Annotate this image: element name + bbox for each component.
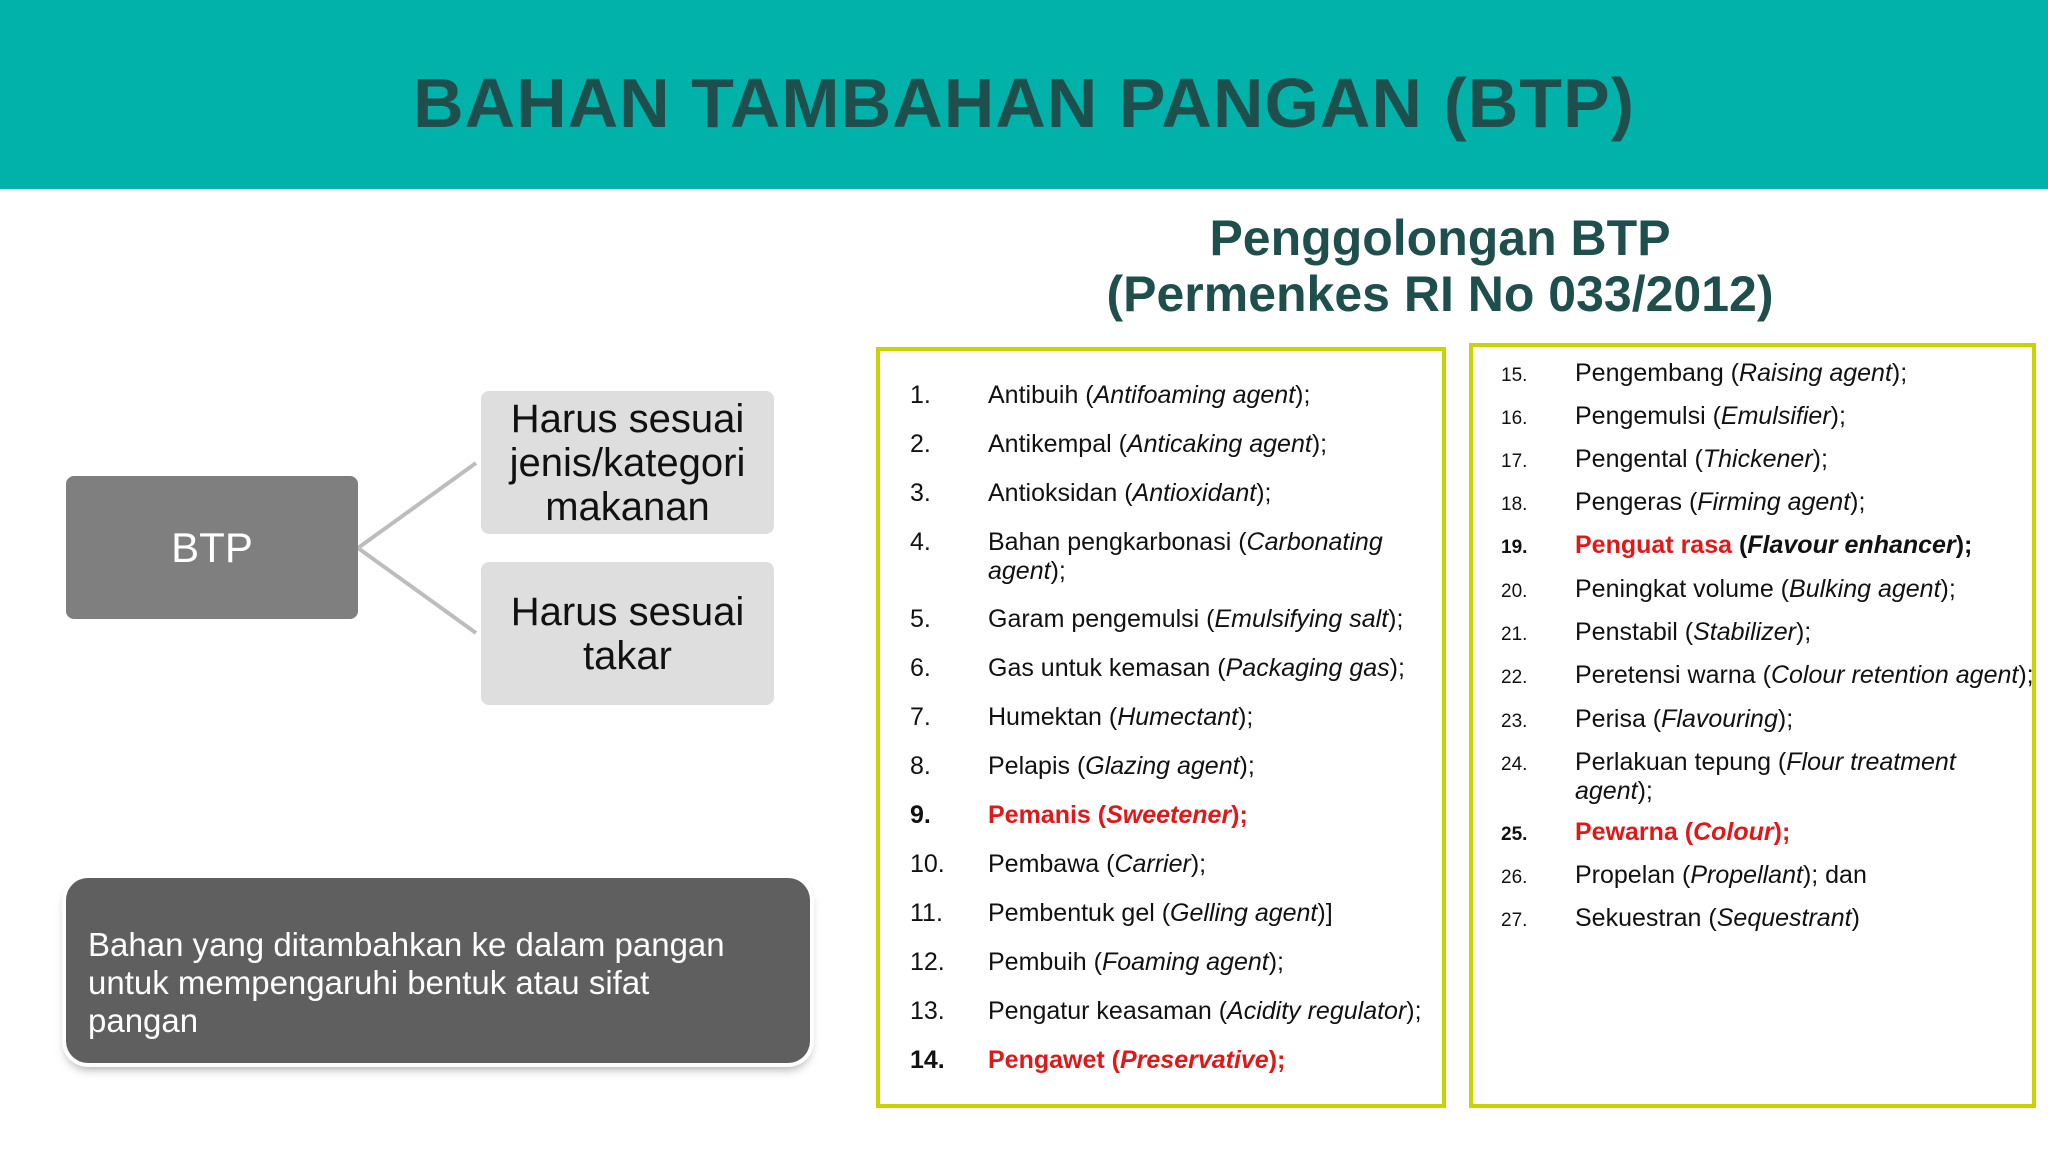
list-item-name: Pengatur keasaman ( [988,997,1228,1025]
list-item-name: Pengeras ( [1575,488,1698,516]
list-item-text [988,899,1458,928]
list-item-name: Penstabil ( [1575,618,1694,646]
list-item-end: )] [1317,899,1333,927]
list-item-text [988,703,1458,732]
list-item-english: Antifoaming agent [1093,381,1296,409]
list-item-end: ); [1050,557,1066,585]
list-item-number: 11. [910,899,943,927]
list-item-english: Emulsifier [1720,402,1831,430]
list-item-english: Carbonating [1246,528,1383,556]
list-item-end: ); [1268,948,1285,976]
list-item-number: 20. [1501,581,1528,602]
list-item-name: Pengemulsi ( [1575,402,1721,430]
list-item-number: 7. [910,703,931,731]
list-item-number: 23. [1501,711,1528,732]
classification-list-left [876,347,1446,1108]
list-item-english: Humectant [1117,703,1239,731]
list-item-english: Preservative [1119,1046,1269,1074]
list-item-text [1575,402,2048,431]
list-item-number: 27. [1501,910,1528,931]
list-item-english: Glazing agent [1085,752,1240,780]
list-item-end: ); [1955,531,1973,559]
list-item-end: ); dan [1802,861,1867,889]
list-item-number: 25. [1501,824,1528,845]
list-item-end: ); [1388,605,1404,633]
list-item-number: 21. [1501,624,1528,645]
list-item-name: Gas untuk kemasan ( [988,654,1226,682]
list-item-text [988,479,1458,508]
list-item-english: Stabilizer [1693,618,1796,646]
list-item-number: 24. [1501,754,1528,775]
list-item-text [988,605,1458,634]
list-item-number: 4. [910,528,931,556]
list-item-english: Thickener [1702,445,1813,473]
list-item-english: Packaging gas [1225,654,1390,682]
list-item-end: ); [1238,703,1254,731]
list-item-text [1575,705,2048,734]
definition-line: untuk mempengaruhi bentuk atau sifat [88,964,650,1001]
list-item-english: Colour retention agent [1770,661,2019,689]
list-item-number: 5. [910,605,931,633]
list-item-number: 1. [910,381,931,409]
list-item-text [988,801,1458,830]
list-item-number: 10. [910,850,945,878]
list-item-number: 3. [910,479,931,507]
list-item-english: Carrier [1114,850,1191,878]
definition-line: pangan [88,1002,199,1039]
list-item-text [988,381,1458,410]
rule-dose-node [481,562,774,705]
list-item-name: Propelan ( [1575,861,1691,889]
list-item-text [1575,359,2048,388]
list-item-name: Pewarna ( [1575,818,1694,846]
list-item-end: ); [1190,850,1207,878]
list-item-name: Pengembang ( [1575,359,1740,387]
rule-category-line: jenis/kategori [509,440,746,485]
list-item-text [1575,618,2048,647]
rule-category-line: makanan [545,484,710,529]
list-item-text [1575,575,2048,604]
list-item-name: Pengawet ( [988,1046,1120,1074]
rule-dose-line: Harus sesuai [510,589,745,634]
list-item-english: Firming agent [1697,488,1851,516]
list-item-text [1575,904,2048,933]
list-item-number: 19. [1501,537,1528,558]
list-item-name: Pembentuk gel ( [988,899,1171,927]
list-item-end: ); [1940,575,1956,603]
list-item-end: ); [1231,801,1248,829]
list-item-english: Sweetener [1106,801,1232,829]
list-item-english-cont: agent [988,557,1051,585]
list-item-text [1575,445,2048,474]
list-item-english-cont: agent [1575,777,1638,805]
list-item-number: 13. [910,997,945,1025]
list-item-text [988,752,1458,781]
list-item-name: Humektan ( [988,703,1118,731]
list-item-english: Antioxidant [1132,479,1257,507]
list-item-text [988,430,1458,459]
list-item-end: ); [1773,818,1791,846]
list-item-number: 26. [1501,867,1528,888]
list-item-end: ); [1389,654,1405,682]
list-item-name: Antikempal ( [988,430,1127,458]
list-item-english: Raising agent [1739,359,1892,387]
rule-category-node [481,391,774,534]
list-item-name: Peningkat volume ( [1575,575,1790,603]
list-item-end: ); [1268,1046,1286,1074]
list-item-end: ); [1795,618,1812,646]
list-item-english: Colour [1693,818,1774,846]
list-item-english: Acidity regulator [1227,997,1407,1025]
list-item-end: ); [1812,445,1828,473]
list-item-text [1575,748,2048,806]
list-item-name: Perisa ( [1575,705,1662,733]
list-item-text [988,997,1458,1026]
list-item-text [988,528,1458,586]
list-item-english: Propellant [1690,861,1803,889]
list-item-name: Pengental ( [1575,445,1703,473]
list-item-end: ); [1830,402,1846,430]
list-item-name: Antioksidan ( [988,479,1133,507]
list-item-text [1575,661,2048,690]
list-item-text [988,850,1458,879]
connector-line-bottom [358,548,476,633]
list-item-end: ); [1891,359,1908,387]
list-item-end: ); [1311,430,1328,458]
page-title: BAHAN TAMBAHAN PANGAN (BTP) [412,63,1636,142]
list-item-english: Bulking agent [1789,575,1941,603]
connector-line-top [358,463,476,548]
list-item-end: ); [1637,777,1653,805]
list-item-number: 14. [910,1046,945,1074]
list-item-number: 18. [1501,494,1528,515]
list-item-number: 8. [910,752,931,780]
list-item-end: ) [1851,904,1860,932]
list-item-name: Peretensi warna ( [1575,661,1771,689]
list-item-english: Flour treatment [1786,748,1956,776]
definition-box [66,878,810,1063]
list-item-number: 17. [1501,451,1528,472]
list-item-text [988,948,1458,977]
list-item-name: Pemanis ( [988,801,1107,829]
list-item-english: Emulsifying salt [1214,605,1389,633]
list-item-name: Penguat rasa ( [1575,531,1748,559]
list-item-number: 15. [1501,365,1528,386]
list-item-text [988,654,1458,683]
list-item-name: Perlakuan tepung ( [1575,748,1787,776]
list-item-end: ); [1777,705,1794,733]
list-item-english: Gelling agent [1170,899,1318,927]
definition-line: Bahan yang ditambahkan ke dalam pangan [88,926,725,963]
list-item-number: 22. [1501,667,1528,688]
list-item-english: Sequestrant [1716,904,1852,932]
list-item-name: Garam pengemulsi ( [988,605,1215,633]
list-item-end: ); [2018,661,2034,689]
classification-list-right [1469,343,2036,1108]
subtitle-line-2: (Permenkes RI No 033/2012) [1106,266,1774,322]
list-item-english: Flavouring [1661,705,1778,733]
list-item-number: 2. [910,430,931,458]
list-item-end: ); [1256,479,1272,507]
list-item-text [1575,531,2048,560]
list-item-end: ); [1295,381,1311,409]
rule-dose-line: takar [583,633,672,678]
list-item-end: ); [1850,488,1866,516]
list-item-number: 16. [1501,408,1528,429]
list-item-english: Anticaking agent [1126,430,1312,458]
list-item-text [1575,488,2048,517]
list-item-text [1575,818,2048,847]
btp-node: BTP [66,476,358,619]
list-item-text [988,1046,1458,1075]
list-item-text [1575,861,2048,890]
list-item-name: Pembawa ( [988,850,1115,878]
list-item-english: Flavour enhancer [1747,531,1956,559]
list-item-end: ); [1239,752,1255,780]
list-item-number: 6. [910,654,931,682]
list-item-name: Antibuih ( [988,381,1094,409]
list-item-name: Pembuih ( [988,948,1102,976]
rule-category-line: Harus sesuai [510,396,745,441]
list-item-number: 9. [910,801,931,829]
list-item-name: Sekuestran ( [1575,904,1717,932]
list-item-name: Bahan pengkarbonasi ( [988,528,1247,556]
list-item-end: ); [1406,997,1422,1025]
list-item-english: Foaming agent [1101,948,1269,976]
list-item-name: Pelapis ( [988,752,1086,780]
subtitle-line-1: Penggolongan BTP [1209,210,1671,266]
list-item-number: 12. [910,948,945,976]
